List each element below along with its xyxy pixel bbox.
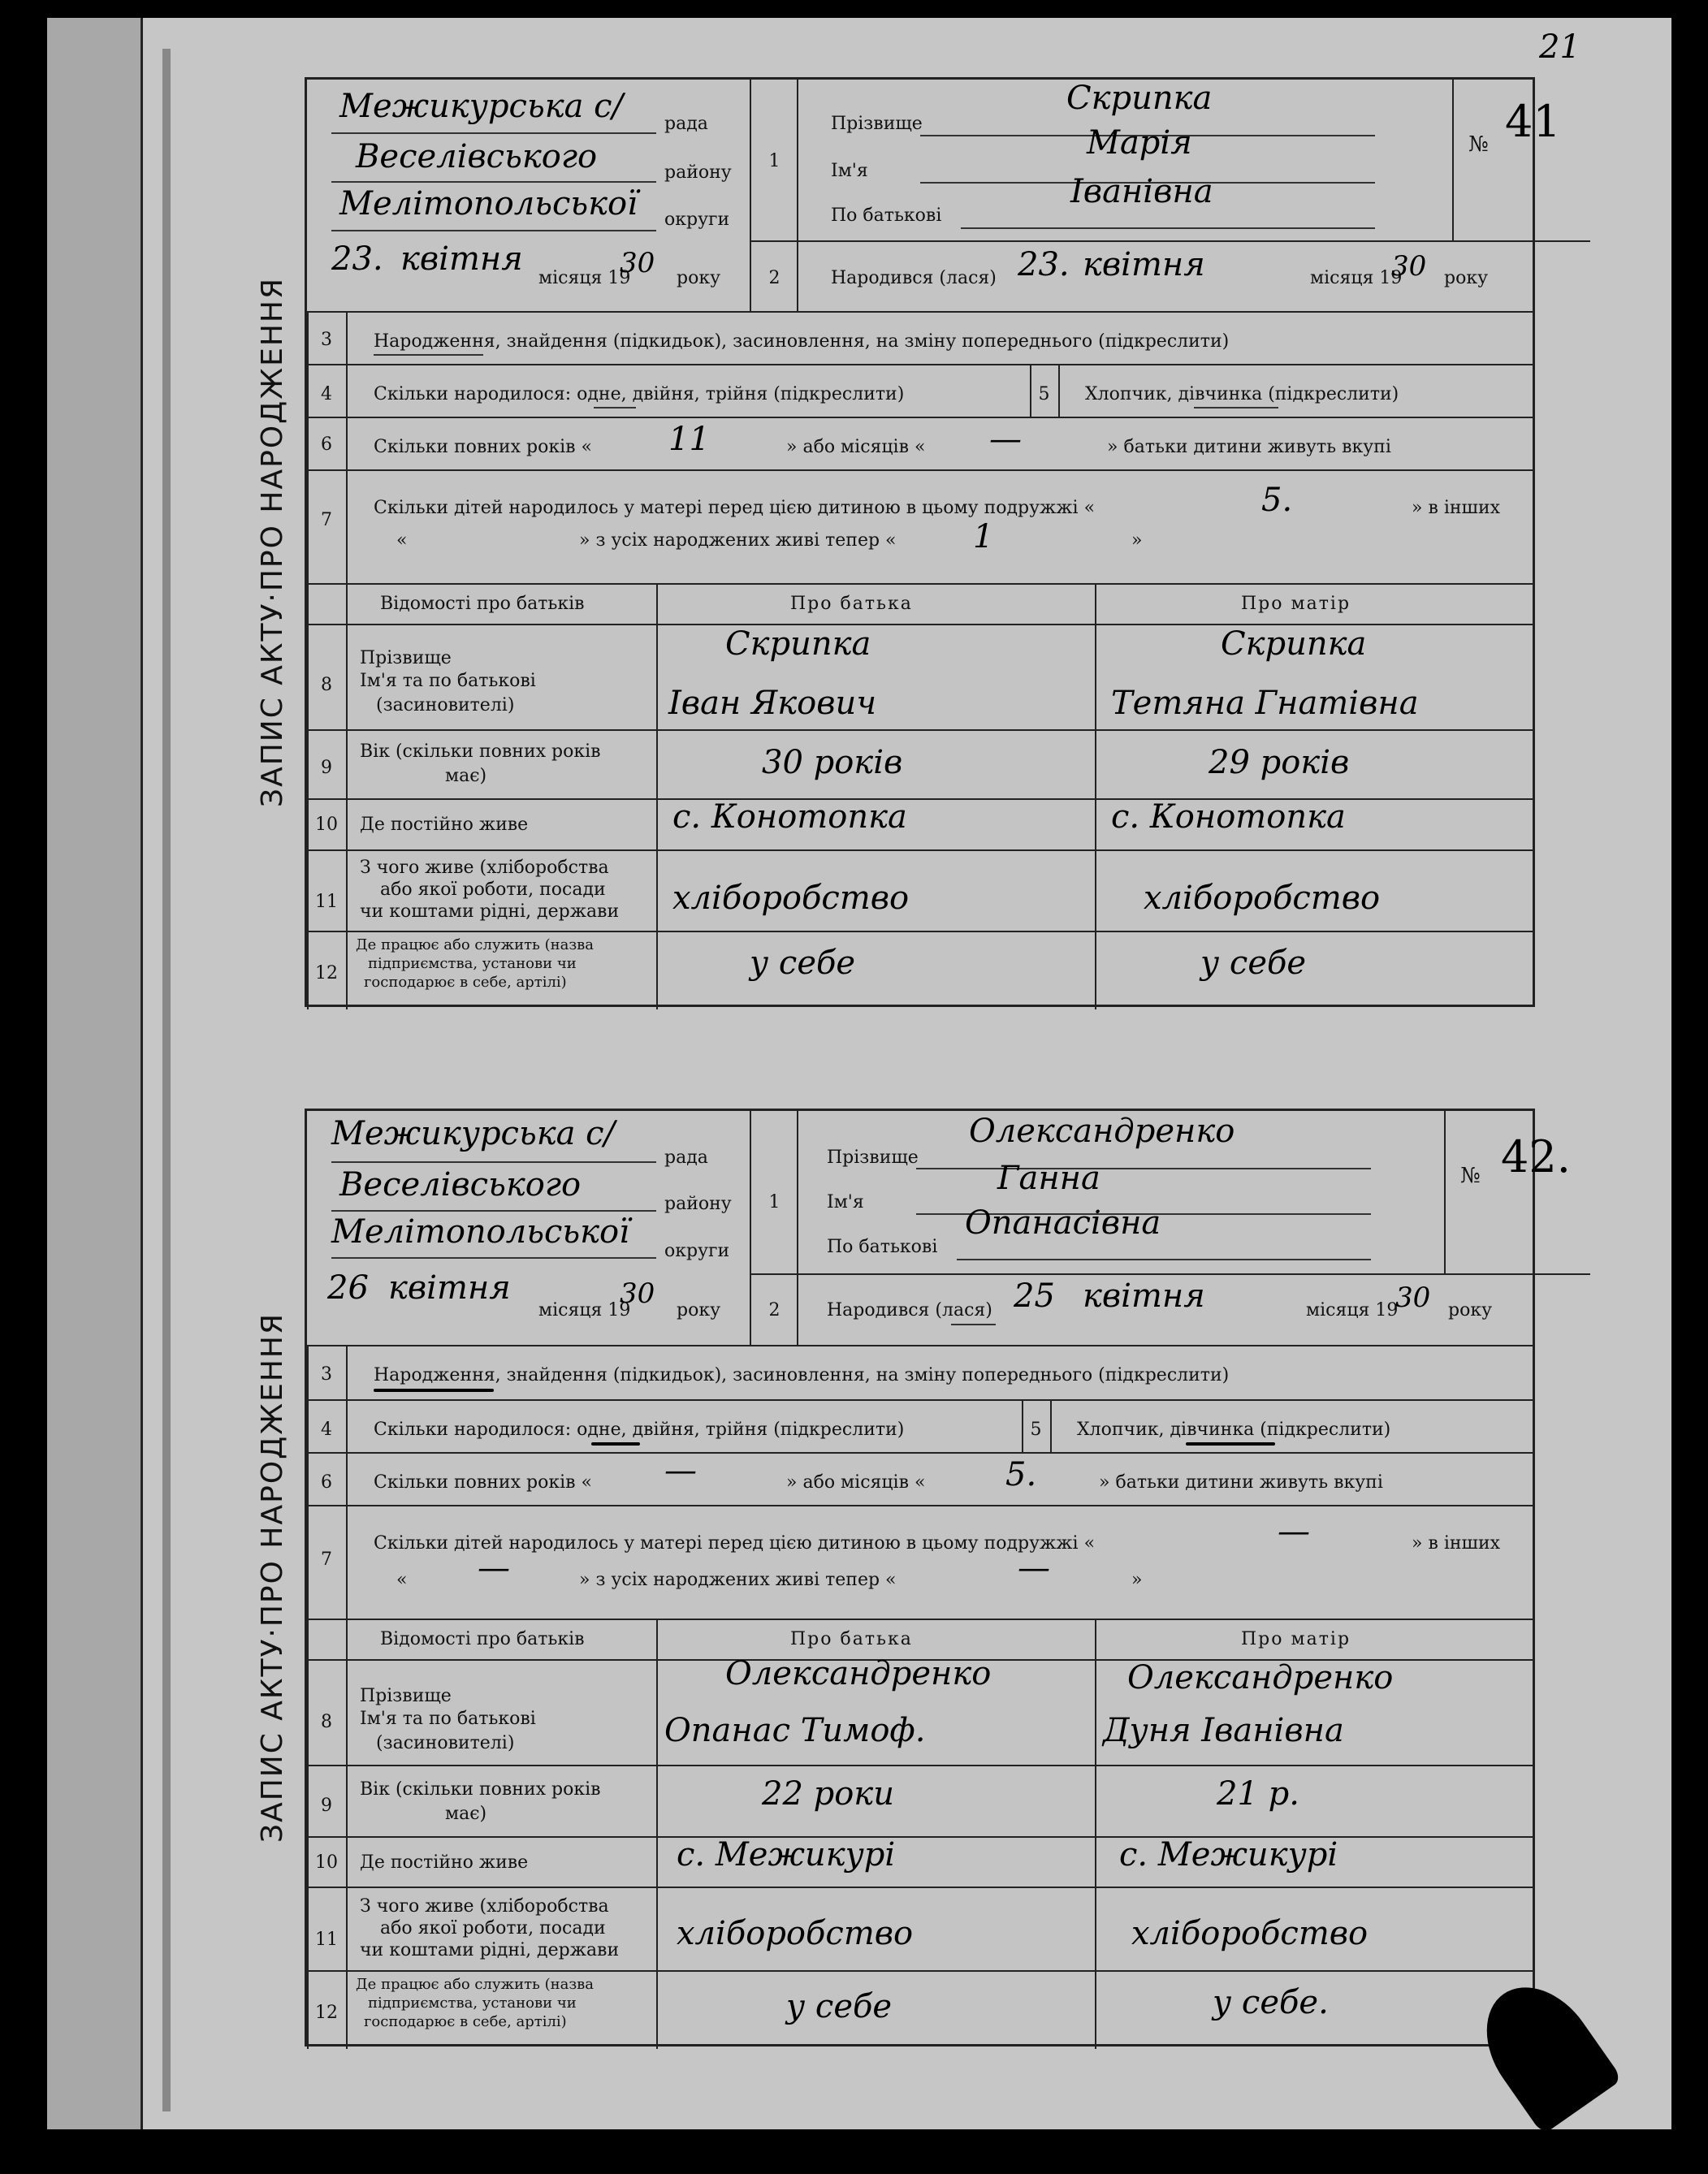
father-residence: с. Конотопка [672,798,907,836]
reg-year-value: 30 [620,1277,655,1310]
rada-value: Межикурська с/ [339,88,624,125]
reg-day-value: 26 [327,1269,369,1307]
row-4-text: Скільки народилося: одне, двійня, трійня (підкреслити) [374,384,905,404]
alive-now: — [1018,1549,1050,1587]
okruha-value: Мелітопольської [339,185,638,223]
born-label: Народився (лася) [827,1300,992,1320]
okruha-value: Мелітопольської [331,1213,629,1251]
patronymic-label: По батькові [831,205,942,226]
father-surname: Скрипка [725,625,871,663]
father-age: 22 роки [762,1775,894,1813]
children-this-marriage: — [1278,1513,1310,1550]
reg-year-label: року [677,1300,721,1320]
side-title-text: ЗАПИС АКТУ·ПРО НАРОДЖЕННЯ [255,1312,289,1843]
child-name: Марія [1087,124,1192,162]
child-patronymic: Іванівна [1070,173,1213,210]
birth-year-label: року [1444,268,1489,288]
name-label: Ім'я [831,161,868,181]
child-surname: Скрипка [1066,80,1213,117]
mother-age: 29 років [1209,744,1350,781]
father-occupation: хліборобство [677,1915,914,1952]
child-patronymic: Опанасівна [965,1204,1161,1242]
birth-day: 25 [1014,1277,1055,1315]
birth-month-label: місяця 19 [1310,268,1403,288]
name-label: Ім'я [827,1192,864,1212]
okruha-label: округи [664,1241,730,1261]
surname-label: Прізвище [827,1148,919,1168]
record-1-side-title [244,77,301,1007]
page-binding-edge [47,18,143,2129]
record-2-form: Межикурська с/ рада Веселівського району Мелітопольської округи 26 квітня місяця 19 30 року 1 2 Прізвище Олександренко Ім'я Ганна По батькові Опанасівна № 42. Народився (лася) 25 квітня місяця 19 30 року 3 Народження, знайдення (підкидьок), засиновлення, на зміну попереднього (підкреслити) 4 Скільки народилося: одне, двійня, трійня (підкреслити) 5 Хлопчик, дівчинка (підкреслити) 6 Скільки повних років « — » або місяців « 5. » батьки дитини живуть вкупі 7 Скільки дітей народилось у матері перед цією дитиною в цьому подружжі « — » в інших « — » з усіх народжених живі тепер « — » Відомості про батьків Про батька Про матір 8 Прізвище Ім'я та по батькові (засиновителі) Олександренко Опанас Тимоф. Олександренко Дуня Іванівна 9 Вік (скільки повних років має) 22 роки 21 р. 10 Де постійно живе с. Межикурі с. Межикурі 11 З чого живе (хліборобства або якої роботи, посади чи коштами рідні, держави хліборобство хліборобство 12 Де працює або служить (назва підприємства, установи чи господарює в себе, артілі) у себе у себе. [305,1109,1535,2046]
record-2-side-title [244,1109,301,2046]
reg-year-label: року [677,268,721,288]
mother-work: у себе [1200,944,1307,982]
father-header: Про батька [790,1629,913,1649]
father-occupation: хліборобство [672,880,910,917]
reg-month-value: квітня [388,1269,511,1307]
mother-name: Дуня Іванівна [1103,1712,1344,1749]
birth-year: 30 [1395,1281,1431,1314]
reg-month-value: квітня [400,240,523,278]
father-age: 30 років [762,744,903,781]
mother-occupation: хліборобство [1131,1915,1369,1952]
mother-surname: Олександренко [1127,1659,1394,1696]
surname-label: Прізвище [831,114,923,134]
parents-info-header: Відомості про батьків [380,1629,585,1649]
children-this-marriage: 5. [1261,482,1293,519]
parents-info-header: Відомості про батьків [380,594,585,614]
birth-month-label: місяця 19 [1306,1300,1399,1320]
years-together: — [664,1452,697,1489]
page-number: 21 [1539,28,1580,66]
mother-residence: с. Межикурі [1119,1836,1338,1874]
page-binding-shadow [162,49,171,2111]
birth-day: 23. [1018,246,1070,283]
child-surname: Олександренко [969,1113,1235,1150]
patronymic-label: По батькові [827,1237,938,1257]
birth-month: квітня [1083,246,1205,283]
mother-occupation: хліборобство [1144,880,1381,917]
mother-name: Тетяна Гнатівна [1111,685,1419,722]
record-number: 42. [1501,1131,1571,1182]
raion-label: району [664,1194,732,1214]
months-together: — [989,421,1022,458]
record-number-label: № [1468,132,1489,157]
reg-day-value: 23. [331,240,383,278]
child-name: Ганна [997,1160,1100,1197]
father-header: Про батька [790,594,913,614]
record-1-form: Межикурська с/ рада Веселівського району Мелітопольської округи 23. квітня місяця 19 30 року 1 2 Прізвище Скрипка Ім'я Марія По батькові Іванівна № 41 Народився (лася) 23. квітня місяця 19 30 року 3 Народження, знайдення (підкидьок), засиновлення, на зміну попереднього (підкреслити) 4 Скільки народилося: одне, двійня, трійня (підкреслити) 5 Хлопчик, дівчинка (підкреслити) 6 Скільки повних років « 11 » або місяців « — » батьки дитини живуть вкупі 7 Скільки дітей народилось у матері перед цією дитиною в цьому подружжі « 5. » в інших « » з усіх народжених живі тепер « 1 » Відомості про батьків Про батька Про матір 8 Прізвище Ім'я та по батькові (засиновителі) Скрипка Іван Якович Скрипка Тетяна Гнатівна 9 Вік (скільки повних років має) 30 років 29 років 10 Де постійно живе с. Конотопка с. Конотопка 11 З чого живе (хліборобства або якої роботи, посади чи коштами рідні, держави хліборобство хліборобство 12 Де працює або служить (назва підприємства, установи чи господарює в себе, артілі) у себе у себе [305,77,1535,1007]
father-name: Опанас Тимоф. [664,1712,926,1749]
rada-value: Межикурська с/ [331,1115,616,1152]
birth-year: 30 [1391,250,1427,283]
father-work: у себе [750,944,856,982]
father-work: у себе [786,1988,893,2025]
mother-work: у себе. [1213,1984,1329,2021]
rada-label: рада [664,114,708,134]
mother-residence: с. Конотопка [1111,798,1346,836]
mother-header: Про матір [1241,1629,1351,1649]
mother-header: Про матір [1241,594,1351,614]
row-4-text: Скільки народилося: одне, двійня, трійня (підкреслити) [374,1420,905,1440]
birth-year-label: року [1448,1300,1493,1320]
reg-month-label: місяця 19 [538,268,631,288]
father-surname: Олександренко [725,1655,992,1692]
row-5-text: Хлопчик, дівчинка (підкреслити) [1077,1420,1391,1440]
reg-month-label: місяця 19 [538,1300,631,1320]
years-together: 11 [668,421,710,458]
raion-value: Веселівського [356,138,598,175]
row-5-text: Хлопчик, дівчинка (підкреслити) [1085,384,1399,404]
record-number: 41 [1505,96,1561,147]
father-residence: с. Межикурі [677,1836,896,1874]
record-number-label: № [1460,1164,1481,1188]
born-label: Народився (лася) [831,268,997,288]
raion-value: Веселівського [339,1166,582,1204]
father-name: Іван Якович [668,685,877,722]
months-together: 5. [1005,1456,1037,1493]
reg-year-value: 30 [620,247,655,279]
okruha-label: округи [664,210,730,230]
side-title-text: ЗАПИС АКТУ·ПРО НАРОДЖЕННЯ [255,277,289,807]
row-3-text: Народження, знайдення (підкидьок), засиновлення, на зміну попереднього (підкреслити) [374,331,1230,352]
alive-now: 1 [973,518,994,555]
rada-label: рада [664,1148,708,1168]
mother-surname: Скрипка [1221,625,1367,663]
children-other: — [478,1549,510,1587]
row-3-text: Народження, знайдення (підкидьок), засиновлення, на зміну попереднього (підкреслити) [374,1365,1230,1385]
birth-month: квітня [1083,1277,1205,1315]
raion-label: району [664,162,732,183]
mother-age: 21 р. [1217,1775,1299,1813]
